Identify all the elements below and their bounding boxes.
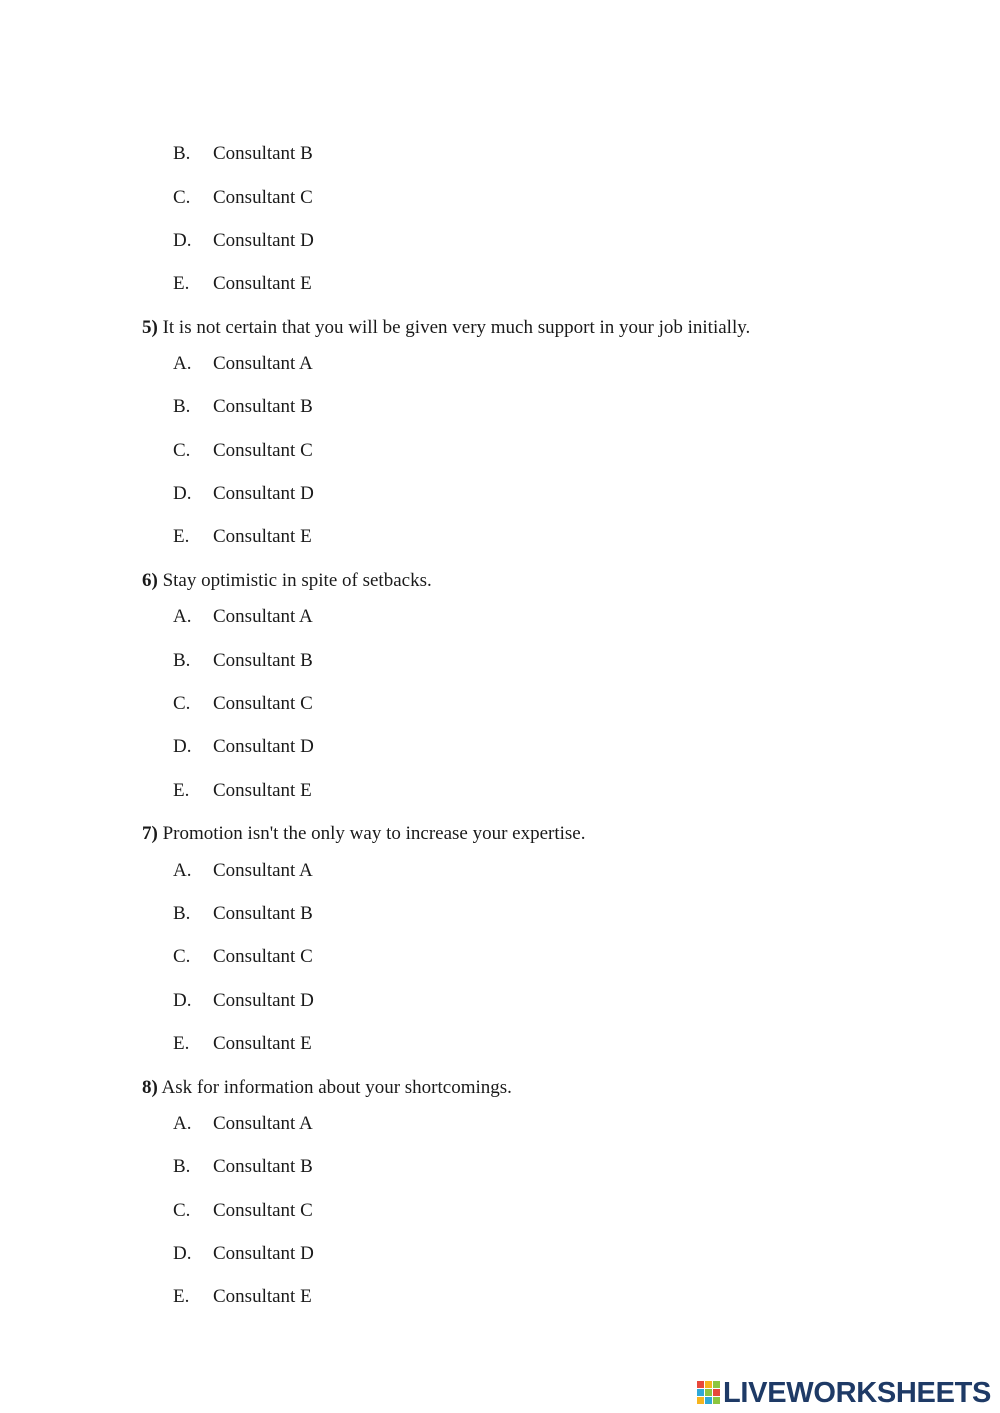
option-item[interactable] (173, 903, 473, 925)
option-text: Consultant B (213, 396, 313, 417)
option-text: Consultant D (213, 990, 314, 1011)
question-8-prompt (142, 1077, 512, 1099)
option-item[interactable] (173, 1156, 473, 1178)
option-item[interactable] (173, 990, 473, 1012)
option-text: Consultant A (213, 1113, 313, 1134)
liveworksheets-logo-icon (697, 1381, 721, 1405)
option-item[interactable] (173, 606, 473, 628)
option-item[interactable] (173, 440, 473, 462)
option-text: Consultant C (213, 946, 313, 967)
question-number: 7) (142, 823, 158, 844)
option-text: Consultant A (213, 606, 313, 627)
option-item[interactable] (173, 230, 473, 252)
option-text: Consultant D (213, 736, 314, 757)
question-6-prompt (142, 570, 432, 592)
option-item[interactable] (173, 736, 473, 758)
option-text: Consultant C (213, 1200, 313, 1221)
option-letter: E. (173, 526, 190, 547)
option-letter: D. (173, 230, 192, 251)
option-text: Consultant E (213, 1033, 312, 1054)
option-item[interactable] (173, 1286, 473, 1308)
option-letter: A. (173, 1113, 192, 1134)
option-text: Consultant E (213, 526, 312, 547)
option-letter: E. (173, 1286, 190, 1307)
option-letter: C. (173, 946, 191, 967)
option-letter: A. (173, 353, 192, 374)
question-7-prompt (142, 823, 586, 845)
option-text: Consultant B (213, 1156, 313, 1177)
option-item[interactable] (173, 187, 473, 209)
option-item[interactable] (173, 273, 473, 295)
option-text: Consultant D (213, 483, 314, 504)
option-letter: D. (173, 990, 192, 1011)
option-text: Consultant A (213, 353, 313, 374)
option-text: Consultant B (213, 650, 313, 671)
option-text: Consultant E (213, 1286, 312, 1307)
option-letter: E. (173, 1033, 190, 1054)
option-letter: A. (173, 606, 192, 627)
option-letter: D. (173, 483, 192, 504)
option-text: Consultant E (213, 273, 312, 294)
question-text: It is not certain that you will be given very much support in your job initially. (157, 317, 751, 338)
option-text: Consultant D (213, 230, 314, 251)
option-item[interactable] (173, 650, 473, 672)
option-letter: C. (173, 440, 191, 461)
option-letter: B. (173, 650, 191, 671)
option-letter: B. (173, 396, 191, 417)
option-letter: E. (173, 273, 190, 294)
option-letter: D. (173, 1243, 192, 1264)
question-5-prompt (142, 317, 750, 339)
option-text: Consultant B (213, 903, 313, 924)
option-item[interactable] (173, 1200, 473, 1222)
question-text: Stay optimistic in spite of setbacks. (157, 570, 432, 591)
option-item[interactable] (173, 1243, 473, 1265)
option-text: Consultant B (213, 143, 313, 164)
option-item[interactable] (173, 780, 473, 802)
option-item[interactable] (173, 860, 473, 882)
option-letter: B. (173, 1156, 191, 1177)
logo-text: LIVEWORKSHEETS (723, 1377, 992, 1409)
liveworksheets-logo[interactable] (697, 1378, 997, 1408)
option-letter: A. (173, 860, 192, 881)
question-text: Promotion isn't the only way to increase your expertise. (157, 823, 586, 844)
option-text: Consultant C (213, 693, 313, 714)
question-number: 8) (142, 1077, 158, 1098)
option-letter: B. (173, 143, 191, 164)
question-number: 6) (142, 570, 158, 591)
option-item[interactable] (173, 1113, 473, 1135)
option-item[interactable] (173, 526, 473, 548)
option-text: Consultant D (213, 1243, 314, 1264)
option-letter: C. (173, 187, 191, 208)
option-item[interactable] (173, 143, 473, 165)
option-letter: D. (173, 736, 192, 757)
option-letter: E. (173, 780, 190, 801)
option-item[interactable] (173, 693, 473, 715)
question-number: 5) (142, 317, 158, 338)
option-letter: C. (173, 693, 191, 714)
option-item[interactable] (173, 946, 473, 968)
option-item[interactable] (173, 353, 473, 375)
question-text: Ask for information about your shortcomings. (157, 1077, 512, 1098)
option-text: Consultant C (213, 440, 313, 461)
option-text: Consultant A (213, 860, 313, 881)
option-item[interactable] (173, 483, 473, 505)
option-text: Consultant C (213, 187, 313, 208)
option-letter: B. (173, 903, 191, 924)
option-text: Consultant E (213, 780, 312, 801)
option-letter: C. (173, 1200, 191, 1221)
option-item[interactable] (173, 396, 473, 418)
option-item[interactable] (173, 1033, 473, 1055)
